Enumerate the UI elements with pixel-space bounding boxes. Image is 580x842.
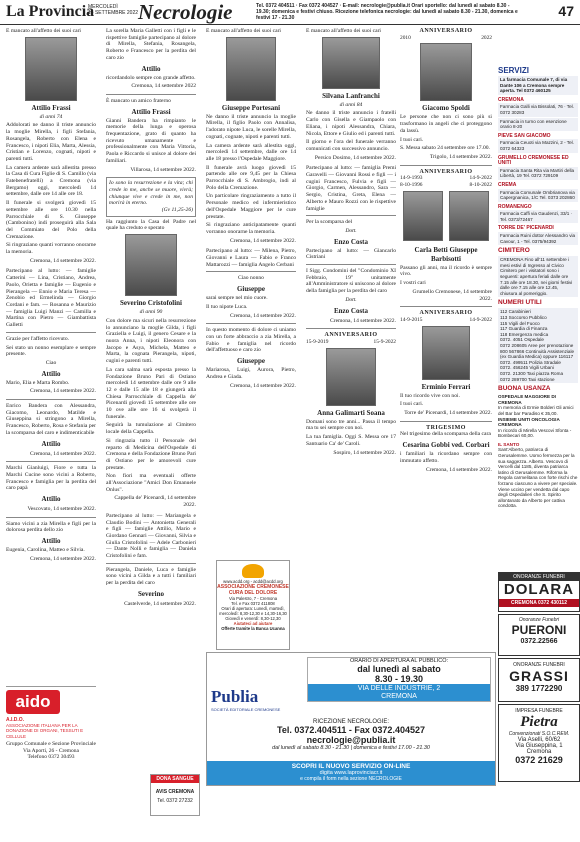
column-4 [306,28,396,616]
anniversary-heading: ANNIVERSARIO [324,332,378,339]
pueroni-heading: Onoranze Funebri [518,617,560,623]
acdd-title: ASSOCIAZIONE CREMONESE CURA DEL DOLORE [217,584,289,596]
section-title: Necrologie [138,0,233,24]
notice-date: Cremona, 14 settembre 2022. [29,257,96,264]
portrait-photo [25,37,77,101]
town-heading: ROMANENGO [498,203,532,210]
donation-info: In ricordo di Mirella Vescovi Sfonta - Bombecari 60,00. [498,427,572,439]
opening-hours-heading: ORARIO DI APERTURA AL PUBBLICO: [349,658,449,664]
pietra-address-2: Via Giuseppina, 1 [515,743,563,749]
useful-number: 117 Guardia di Finanza [500,326,548,332]
notice-intro: È mancato un amico fraterno [106,97,171,104]
town-heading: CREMA [498,181,517,188]
notice-text: ricordandolo sempre con grande affetto. [106,74,196,81]
pietra-phone: 0372 21629 [515,755,563,765]
acdd-slogan: Aiutateci ad aiutare [233,621,273,626]
avis-title: DONA SANGUE [151,775,199,783]
useful-number: 0372. 21300 Taxi piazza Roma [500,370,563,376]
dolara-ad [498,572,580,612]
newspaper-logo: La Provincia [6,3,95,20]
deceased-age: di anni 84 [339,101,363,108]
publia-address: VIA DELLE INDUSTRIE, 2 [308,684,490,693]
deceased-name: Cesarina Gobbi ved. Corbari [402,441,490,450]
notice-text: Mario, Elia e Marta Rombo. [6,379,70,386]
dolara-heading: ONORANZE FUNEBRI [499,573,579,581]
deceased-name: Anna Galimarti Soana [317,408,385,417]
divider [6,399,96,400]
deceased-name: Attilio [141,64,161,73]
avis-phone: Tel. 0372 27232 [157,798,193,804]
deceased-name: Giuseppe [236,357,265,366]
pharmacy-info: Farmacia Caffi via Gaudenzi, 33/1 · Tel. 0373/72467 [498,210,578,223]
reception-phone: Tel. 0372.404511 - Fax 0372.404527 [277,725,425,735]
notice-text: Ne danno il triste annuncio la moglie Mirella, il figlio Paolo con Annalisa, l'adorato nipote Luca, le sorelle Mirella, cognati, cognate, nipoti e parenti tutti. [206,113,296,140]
pharmacy-info: Farmacia in turno con esenzione orario 8-20 [498,118,578,131]
page-number: 47 [558,3,574,19]
divider [306,264,396,265]
pietra-city: Cremona [526,749,552,755]
online-service-title: SCOPRI IL NUOVO SERVIZIO ON-LINE [291,763,411,770]
deceased-name: Attilio [41,369,61,378]
useful-number: 0372. 4051 Ospedale [500,337,544,343]
notice-text: Per la scomparsa del [306,219,353,226]
notice-text: Il funerale si svolgerà giovedì 15 settembre alle ore 10.30 nella Parrocchiale di S. Giuseppe (Cambonino) indi proseguirà alla Sala del Commiato del Polo della Cremazione. [6,200,96,240]
deceased-name: Erminio Ferrari [421,382,471,391]
year-to: 14-9-2022 [469,316,492,323]
notice-text: Con dolore ma sicuri nella resurrezione lo annunciano la moglie Gilda, i figli Graziella e Luigi, il genero Cesare e la nuora Anna, i nipoti Eleonora con Jacopo e Asya, Michela, Matteo e Marta, la cognata Pierangela, nipoti, cugini e parenti tutti. [106,317,196,365]
publia-logo: Publia [211,687,259,706]
useful-number: 0372 208605 Aree per prenotazione [500,342,574,348]
notice-date: Cremona, 14 settembre 2022 [131,83,196,90]
numbers-title: NUMERI UTILI [498,299,542,307]
page-header [0,0,580,25]
notice-date: Cremona, 14 settembre 2022. [229,237,296,244]
pueroni-name: PUERONI [511,623,567,637]
year-from: 14-9-1993 [400,175,423,182]
notice-date: Cremona, 14 settembre 2022. [229,382,296,389]
portrait-photo [403,191,443,241]
deceased-age: di anni 74 [39,113,63,120]
notice-text: Il giorno e l'ora del funerale verranno comunicati con successivo annuncio. [306,139,396,152]
publia-contacts [207,719,495,751]
notice-text: Il tuo nipote Luca. [206,303,248,310]
notice-intro: Ha raggiunto la Casa del Padre nel quale ha creduto e sperato [106,218,196,232]
grassi-phone: 389 1772290 [515,684,563,693]
online-service-form: e compila il form nella sezione NECROLOGIE [300,776,402,782]
notice-text: Si ringraziano quanti vorranno onorarne la memoria. [6,242,96,256]
notice-date: Cremona, 14 settembre 2022. [29,555,96,562]
acdd-site: www.acdd.org - acdd@acdd.org [223,579,283,584]
scripture-quote [106,177,196,217]
pueroni-ad [498,614,580,656]
notice-text: Gianni Bandera ha rimpianto le memorie della lunga e operosa frequentazione, grato di quanto ha ricevuto umanamente e professionalmente con Maria Vittoria, Paola e Riccardo si unisce al dolore dei familiari. [106,117,196,164]
acdd-address: Via Palestro, 7 - Cremona [228,596,278,601]
notice-date: Cremona, 14 settembre 2022. [29,450,96,457]
notice-text: Il funerale avrà luogo giovedì 15 partendo alle ore 9,45 per la Chiesa Parrocchiale di S. Ambrogio, indi al Polo della Cremazione. [206,164,296,191]
deceased-name: Severino [137,589,165,598]
pietra-address: Via Aselli, 60/62 [517,737,561,743]
anniversary-years [400,182,492,189]
reception-email: necrologie@publia.it [306,735,396,745]
year-from: 14-9-2015 [400,316,423,323]
aido-phone: Telefono 0372 30493 [27,754,75,761]
notice-text: La cara salma sarà esposta presso la Fondazione Bruno Pari di Ostiano mercoledì 14 settembre dalle ore 9 alle 12 e dalle 15 alle 18 e giungerà alla Chiesa Parrocchiale di Cappella de' Picenardi giovedì 15 settembre alle ore 10 ove alle ore 16 si svolgerà il funerale. [106,366,196,420]
photo-pair [400,189,492,243]
condolence-list: Partecipano al lutto: — Milena, Pietro, Giovanni e Laura — Fabio e Franco Mattarozzi — famiglia Angelo Cerbani [206,248,296,268]
divider [6,461,96,462]
notice-date: Persico Dosimo, 14 settembre 2022. [314,154,396,161]
notice-text: Ne danno il triste annuncio i fratelli Carlo con Gisella e Giampaolo con Eliana, i nipoti Alessandra, Chiara, Nicola, Ettore e Giulio ed i parenti tutti. [306,110,396,137]
divider [106,94,196,95]
divider [400,306,492,307]
grassi-heading: ONORANZE FUNEBRI [513,662,565,668]
saint-text: Sant'Alberto, patriarca di Gerusalemme. Uomo fermezza per la sua saggezza. Alberto. Vescovo di Vercelli dal 1185, diventa patriarca latino di Gerusalemme. Riforma la Regola carmelitana con forte rischi che forzano ciascuno a vivere per speciale. Viene ucciso per vendetta dal capo degli Ospedalieri che S. Spirito allontanato da Alberto per cattiva condotta. [498,447,578,509]
notice-text: I tuoi cari. [400,136,424,143]
aido-desc: ASSOCIAZIONE ITALIANA PER LA DONAZIONE DI ORGANI, TESSUTI E CELLULE [6,723,84,739]
notice-text: Un particolare ringraziamento a tutto il Personale medico ed infermieristico dell'Ospedale Maggiore per le cure prestate. [206,193,296,220]
deceased-name: Enzo Costa [333,306,369,315]
condolence-list: Partecipano al lutto: — Giancarlo Cistriani [306,247,396,261]
pharmacy-info: Farmacia Comunale Ombrianova via Capergnanica, 1/C Tel. 0373 202860 [498,189,578,202]
header-contact: Tel. 0372 404511 · Fax 0372 404527 · E-mail: necrologie@publia.it Orari sportello: dal lunedì al sabato 8.30 - 19.30; domenica e festivi chiuso. Ricezione telefonica necrologie: dal lunedì al sabato 8.30 - 21.30, domenica e festivi 17 - 21.30 [256,3,518,21]
donations-title: BUONA USANZA [498,385,551,393]
notice-text: Il tuo ricordo vive con noi. [400,392,460,399]
acdd-hours: Orari di apertura: Lunedì, martedì, mercoledì: 8,30-12,30 e 14,30-16,30 [219,606,287,616]
divider [306,328,396,329]
notice-text: Pierangela, Daniele, Luca e famiglie sono vicini a Gilda e a tutti i familiari per la perdita del caro [106,566,196,587]
deceased-age: di anni 90 [139,309,163,316]
deceased-name: Giuseppe Portesani [221,103,281,112]
useful-numbers [498,308,578,383]
notice-text: Ciao [45,359,57,366]
anniversary-years [400,317,492,324]
pietra-heading: IMPRESA FUNEBRE [515,708,563,714]
divider [106,563,196,564]
aido-logo: aido [6,690,60,714]
acdd-logo [242,564,264,578]
aido-address: Via Aporti, 26 - Cremona [22,747,80,754]
pharmacy-info: Farmacia Ruini dottor Alessandro via Cavour, 1 - Tel. 0375/94392 [498,232,578,245]
deceased-name: Attilio [41,537,61,546]
notice-text: Si ringraziano anticipatamente quanti vorranno onorarne la memoria. [206,222,296,235]
column-3 [206,28,296,528]
notice-text: Nel trigesimo della scomparsa della cara [400,431,491,438]
notice-text: In questo momento di dolore ci uniamo con un forte abbraccio a zia Mirella, a Fabio e famiglia nel ricordo dell'affettuoso e caro zio [206,327,296,354]
useful-number: 800 567866 Continuità Assistenziale (ex Guardia Medica) oppure 116117 [500,348,575,360]
useful-number: 0372. 456245 Vigili Urbani [500,365,554,371]
column-1 [6,28,96,682]
notice-date: Castelverde, 14 settembre 2022. [124,600,196,607]
acdd-ad [216,560,290,650]
notice-text: Grazie per l'affetto ricevuto. [6,335,70,342]
deceased-name: Carla Betti Giuseppe Barbisotti [414,245,478,263]
condolence-list: Partecipano al lutto: — famiglia Premi Garavelli — Giovanni Rossi e figli — i cugini Francesco, Fulvia e figli — Giorgio, Carmen, Alessandro, Sara — Sergio, Cristina, Greta, Elena — Alberto e Mauro Rozzi con le rispettive famiglie [306,165,396,212]
issue-date [88,4,138,16]
year-from: 8-10-1996 [400,182,423,189]
deceased-name: Attilio [41,495,61,504]
notice-date: Villarosa, 14 settembre 2022. [130,166,196,173]
condolence-list: Partecipano al lutto: — famiglie Catterini — Lina, Cristiano, Andrea, Paolo, Orietta e famiglie — Eugenio e Pierangela — Ennio e Maria Teresa — Zenobio ed Ermelinda — Giorgio Cordani e fam. — Rosanna e Maurizio — famiglia Luigi Manzi — Camilla e Martina con Pietro — Giambattista Galletti [6,268,96,329]
notice-text: Mariarosa, Luigi, Aurora, Pietro, Andrea e Giada. [206,367,296,380]
column-5 [400,28,492,616]
donation-heading: INSIEME UNITI ONCOLOGIA CREMONA [498,416,560,428]
anniversary-years [306,339,396,346]
notice-intro: È mancato all'affetto dei suoi cari [306,28,381,34]
notice-date: Grumello Cremonese, 14 settembre 2022. [412,288,492,302]
year-to: 14-9-2022 [469,175,492,182]
portrait-photo [326,348,376,406]
quote-reference: (Gv 11,25-26) [161,207,193,214]
notice-text: La camera ardente sarà allestita oggi, mercoledì 14 settembre, dalle ore 14 alle 18 presso l'Ospedale Maggiore. [206,142,296,162]
publia-subtitle: SOCIETÀ EDITORIALE CREMONESE [211,707,281,712]
deceased-name: Giacomo Spoldi [422,104,470,113]
notice-date: Cremona, 14 settembre 2022. [229,312,296,319]
useful-number: 0372 289700 Taxi stazione [500,376,555,382]
deceased-name: Attilio Frassi [31,103,71,112]
cemetery-info: CREMONA Fino all'11 settembre i mesi estivi di Ingresso al Civico Cimitero per i visitatori sono i seguenti: apertura feriali dalle ore 7.15 alle ore 18.30, nei giorni festivi dalle ore 7.15 alle ore 12.45, chiusura al pomeriggio. [498,256,578,297]
notice-text: Non fiori ma eventuali offerte all'Associazione "Amici Don Emanuele Onlus". [106,473,196,493]
notice-text: Seguirà la tumulazione al Cimitero locale della Cappella. [106,422,196,436]
notice-text: I tuoi cari. [400,401,424,408]
publia-city: CREMONA [308,693,490,701]
divider [6,332,96,333]
notice-text: Domani sono tre anni... Passa il tempo ma tu sei sempre con noi. [306,418,396,432]
acdd-hours-2: Giovedì e venerdì: 8,30-12,30 [225,616,281,621]
notice-text: Siamo vicini a zia Mirella e figli per la dolorosa perdita dello zio [6,520,96,534]
anniversary-heading: ANNIVERSARIO [419,28,473,34]
services-title: SERVIZI [498,66,529,75]
title-prefix: Dott. [345,296,357,303]
useful-number: 112 Carabinieri [500,309,531,315]
anniversary-heading: ANNIVERSARIO [419,310,473,317]
anniversary-years [400,35,492,42]
portrait-photo [125,234,177,296]
pietra-name: Pietra [520,714,558,730]
year-from: 2010 [400,34,411,41]
portrait-photo [422,326,470,380]
publia-banner [206,652,496,786]
cemetery-title: CIMITERO [498,247,530,255]
notice-text: La sorella Maria Galletti con i figli e le rispettive famiglie partecipano al dolore di Mirella, Stefania, Rosangela, Roberto e Francesco per la perdita del caro zio [106,28,196,61]
notice-text: La tua famiglia. Oggi S. Messa ore 17 Santuario Ca' de' Caroli. [306,434,396,447]
year-from: 15-9-2019 [306,338,329,345]
divider [400,421,492,422]
deceased-name: Severino Cristofolini [119,299,183,308]
notice-date: Sospiro, 14 settembre 2022. [333,449,396,456]
title-prefix: Dott. [345,227,357,234]
services-sidebar [498,66,578,571]
deceased-name: Enzo Costa [333,237,369,246]
notice-text: i familiari la ricordano sempre con immutato affetto. [400,451,492,464]
notice-text: Passano gli anni, ma il ricordo è sempre vivo. [400,264,492,278]
notice-date: Trigolo, 14 settembre 2022. [429,153,492,160]
notice-text: Marchi Gianluigi, Fiore e tutta la Marchi Cucine sono vicini a Roberto, Francesco e famiglia per la perdita del caro papà [6,465,96,492]
year-to: 2022 [481,34,492,41]
useful-number: 0372. 499511 Polizia Stradale [500,359,561,365]
year-to: 8-10-2022 [469,182,492,189]
notice-text: Ciao nonno [238,275,264,282]
town-heading: CREMONA [498,96,524,103]
avis-name: AVIS CREMONA [155,789,195,795]
opening-hours [307,657,491,702]
donation-heading: OSPEDALE MAGGIORE DI CREMONA [498,394,556,405]
grassi-ad [498,658,580,702]
trigesimo-heading: TRIGESIMO [426,424,466,431]
notice-text: Enrico Bandera con Alessandra, Giacomo, Leonardo, Matilde e Giuseppina si stringono a Mirella, Francesco, Roberto, Rosa e Stefania per la scomparsa del caro e indimenticabile [6,403,96,436]
issue-day: MERCOLEDÌ [88,4,118,10]
reception-hours: dal lunedì al sabato 8.30 - 21.30 | domenica e festivi 17.00 - 21.30 [272,745,430,751]
online-service-url: digita www.laprovinciacr.it [319,770,383,776]
notice-text: La camera ardente sarà allestita presso la Casa di Cura Figlie di S. Camillo (via Fatebenefratelli) a Cremona (via Bergamo) oggi, mercoledì 14 settembre, dalle ore 14 alle ore 18. [6,164,96,198]
divider [6,517,96,518]
saint-title: IL SANTO [498,441,520,447]
issue-date-text: 14 SETTEMBRE 2022 [88,10,139,16]
dolara-phone: CREMONA 0372 430112 [499,599,579,607]
quote-text: Io sono la resurrezione e la vita; chi crede in me, anche se muore, vivrà; chiunque vive e crede in me, non morirà in eterno. [109,180,193,207]
notice-date: Vescovato, 14 settembre 2022. [27,506,96,513]
deceased-name: Silvana Lanfranchi [322,91,380,100]
notice-text: Sei stato un nonno esemplare e sempre presente. [6,344,96,358]
pueroni-phone: 0372.22566 [520,638,558,645]
notice-text: Le persone che non ci sono più si trasformano in angeli che ci proteggono da lassù. [400,114,492,134]
online-service-strip [207,761,495,785]
grassi-name: GRASSI [509,668,569,684]
deceased-name: Attilio Frassi [131,107,171,116]
divider [206,271,296,272]
donation-info: In memoria di Ermie Bolderi Gli amici del Bar bar Paradiso € 35,00. [498,405,574,416]
condolence-list: Partecipano al lutto: — Mariangela e Claudio Bodini — Antonietta Generali e figli — famiglie Attilio, Mario e Giordano Gennari — Giovanni, Silvia e Giulia Cristofolini — Adele Carbonieri — Dante Nolli e famiglia — Daniela Cristofolini e fam. [106,512,196,560]
useful-number: 118 Emergenza medica [500,331,549,337]
town-heading: TORRE DE' PICENARDI [498,225,554,232]
pharmacy-info: Farmacia Ceuoti via Mazzini, 2 - Tel. 0372 64323 [498,139,578,152]
acdd-offer: Offerte tramite la Banca Ucanna [221,626,285,631]
anniversary-years [400,175,492,182]
opening-days: dal lunedì al sabato [357,664,441,674]
notice-text: Eugenia, Carolina, Matteo e Silvia. [6,547,85,554]
deceased-name: Attilio [41,439,61,448]
publia-logo-block [211,687,301,712]
aido-ad [6,686,96,787]
divider [400,165,492,166]
pietra-convention: Convenzionati S.O.C.REM. [508,731,570,737]
aido-group: Gruppo Comunale e Sezione Provinciale [6,741,96,748]
reception-heading: RICEZIONE NECROLOGIE: [312,719,389,725]
notice-text: Si ringrazia tutto il Personale del reparto di Medicina dell'Ospedale di Cremona e della Fondazione Bruno Pari di Ostiano per le amorevoli cure prestate. [106,437,196,471]
notice-text: S. Messa sabato 24 settembre ore 17.00. [400,145,490,152]
notice-date: Cremona, 14 settembre 2022. [29,388,96,395]
aido-name: A.I.D.O. [6,717,25,723]
avis-ad [150,774,200,816]
acdd-phone: Tel. e Fax 0372 411808 [231,601,275,606]
portrait-photo [226,37,276,101]
dolara-name: DOLARA [503,581,575,598]
notice-text: I Sigg. Condomini del "Condominio XI Febbraio, 19" unitamente all'Amministratore si uniscono al dolore della famiglia per la perdita del caro [306,268,396,295]
useful-number: 113 Soccorso Pubblico [500,315,547,320]
notice-date: Torre de' Picenardi, 14 settembre 2022. [404,410,492,417]
portrait-photo [449,191,489,241]
useful-number: 115 Vigili del Fuoco [500,320,540,326]
anniversary-heading: ANNIVERSARIO [419,168,473,175]
notice-text: sarai sempre nel mio cuore. [206,295,268,302]
opening-time: 8.30 - 19.30 [374,674,424,684]
pharmacy-info: Farmacia Galli via Bissolati, 76 · Tel. 0372 30283 [498,103,578,116]
notice-date: Cremona, 14 settembre 2022. [329,317,396,324]
portrait-photo [322,37,380,89]
pharmacy-info: La farmacia Comunale 7, di via Dante 106 a Cremona sempre aperta. Tel 0372 460125 [498,76,578,95]
portrait-photo [420,43,472,101]
notice-text: I vostri cari [400,280,426,287]
town-heading: PIEVE SAN GIACOMO [498,132,551,139]
town-heading: GRUMELLO CREMONESE ED UNITI [498,154,569,167]
pharmacy-info: Farmacia Santa Rita via Martiri della Libertà, 19 Tel. 0372 729109 [498,167,578,180]
notice-text: Addolorati ne danno il triste annuncio la moglie Mirella, i figli Stefania, Rosangela, Roberto con Elena e Francesco, i nipoti Elia, Marta, Alessia, Cristian e Lorenzo, cognati, nipoti e parenti tutti. [6,122,96,162]
divider [306,215,396,216]
notice-intro: È mancato all'affetto dei suoi cari [6,28,81,34]
year-to: 15-9-2022 [373,338,396,345]
column-2 [106,28,196,768]
deceased-name: Giuseppe [236,285,265,294]
notice-date: Cremona, 14 settembre 2022. [425,466,492,473]
pietra-ad [498,704,580,782]
notice-date: Cappella de' Picenardi, 14 settembre 2022. [114,495,196,509]
divider [206,323,296,324]
notice-intro: È mancato all'affetto dei suoi cari [206,28,281,34]
